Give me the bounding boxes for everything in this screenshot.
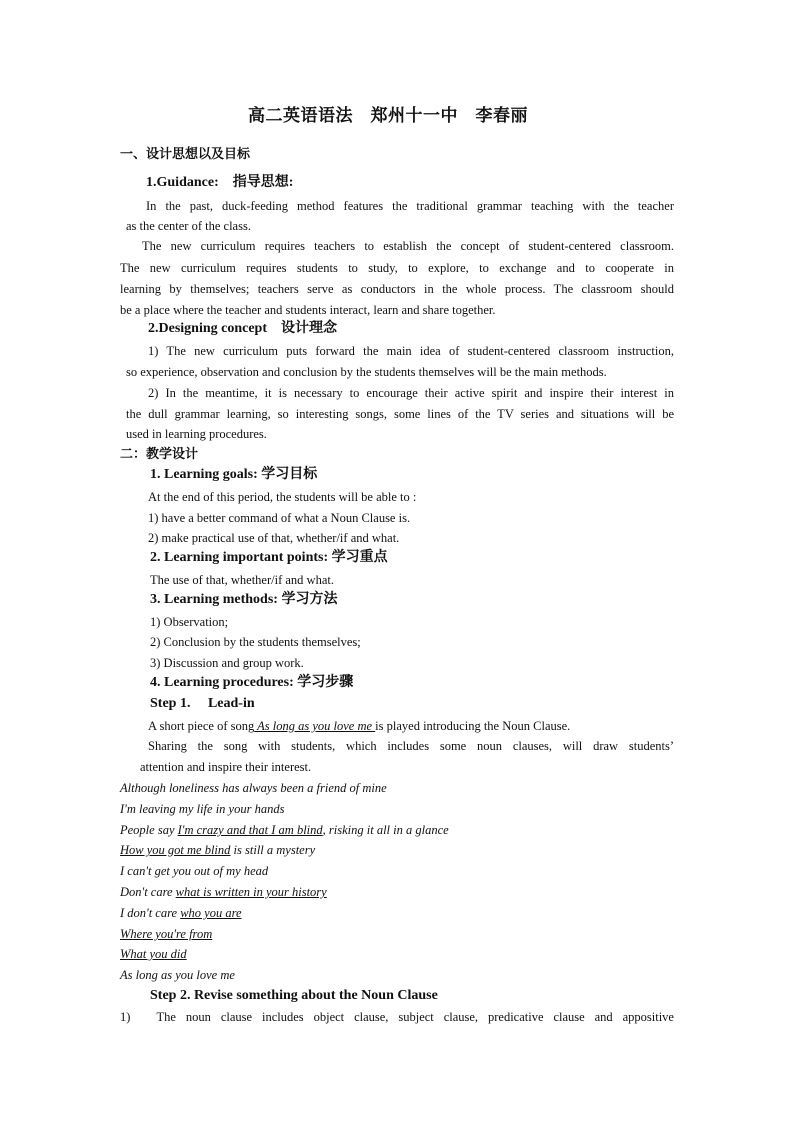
- step-1-line-1-pre: A short piece of song: [148, 719, 255, 733]
- important-points-text: The use of that, whether/if and what.: [150, 573, 334, 587]
- step-2-heading: Step 2. Revise something about the Noun Clause: [150, 988, 438, 1003]
- lyric-line-3-post: , risking it all in a glance: [322, 823, 449, 837]
- learning-goals-heading: 1. Learning goals: 学习目标: [150, 467, 318, 482]
- document-title: 高二英语语法 郑州十一中 李春丽: [248, 106, 528, 125]
- step-2-line-1: 1) The noun clause includes object clause, subject clause, predicative clause and appositive: [120, 1010, 674, 1024]
- lyric-line-8: Where you're from: [120, 927, 213, 941]
- learning-goals-intro: At the end of this period, the students will be able to :: [148, 490, 417, 504]
- guidance-paragraph-1-line-1: In the past, duck-feeding method features the traditional grammar teaching with the teacher: [146, 199, 674, 213]
- lyric-line-6: [120, 884, 327, 900]
- guidance-paragraph-2-line-4: be a place where the teacher and students interact, learn and share together.: [120, 303, 496, 317]
- learning-goal-2: 2) make practical use of that, whether/if and what.: [148, 531, 400, 545]
- lyric-line-10: As long as you love me: [120, 968, 235, 982]
- learning-goal-1: 1) have a better command of what a Noun Clause is.: [148, 511, 411, 525]
- designing-concept-heading: 2.Designing concept 设计理念: [148, 321, 337, 336]
- step-1-heading: Step 1. Lead-in: [150, 696, 255, 711]
- lyric-line-4-clause: How you got me blind: [120, 843, 231, 857]
- concept-paragraph-1-line-1: 1) The new curriculum puts forward the main idea of student-centered classroom instruction,: [148, 344, 674, 358]
- guidance-paragraph-2-line-3: learning by themselves; teachers serve as conductors in the whole process. The classroom should: [120, 282, 674, 296]
- important-points-heading: 2. Learning important points: 学习重点: [150, 550, 388, 565]
- lyric-line-2: I'm leaving my life in your hands: [120, 802, 285, 816]
- step-1-line-1: [148, 718, 570, 734]
- lyric-line-5: I can't get you out of my head: [120, 864, 269, 878]
- guidance-paragraph-2-line-1: The new curriculum requires teachers to establish the concept of student-centered classroom.: [142, 239, 674, 253]
- song-title: As long as you love me: [254, 719, 376, 733]
- guidance-paragraph-2-line-2: The new curriculum requires students to study, to explore, to exchange and to cooperate in: [120, 261, 674, 275]
- concept-paragraph-2-line-3: used in learning procedures.: [126, 427, 267, 441]
- lyric-line-6-clause: what is written in your history: [175, 885, 327, 899]
- section-heading-teaching-design: 二：教学设计: [120, 446, 199, 461]
- lyric-line-6-pre: Don't care: [120, 885, 176, 899]
- lyric-line-3-clause: I'm crazy and that I am blind: [177, 823, 323, 837]
- lyric-line-4: [120, 842, 315, 858]
- guidance-heading: 1.Guidance: 指导思想:: [146, 175, 294, 190]
- lyric-line-3-pre: People say: [120, 823, 178, 837]
- concept-paragraph-2-line-1: 2) In the meantime, it is necessary to encourage their active spirit and inspire their interest in: [148, 386, 674, 400]
- lyric-line-4-post: is still a mystery: [230, 843, 316, 857]
- learning-method-2: 2) Conclusion by the students themselves;: [150, 635, 361, 649]
- lyric-line-7-pre: I don't care: [120, 906, 181, 920]
- learning-procedures-heading: 4. Learning procedures: 学习步骤: [150, 675, 354, 690]
- concept-paragraph-1-line-2: so experience, observation and conclusion by the students themselves will be the main methods.: [126, 365, 607, 379]
- guidance-paragraph-1-line-2: as the center of the class.: [126, 219, 251, 233]
- lyric-line-9: What you did: [120, 947, 187, 961]
- learning-method-3: 3) Discussion and group work.: [150, 656, 304, 670]
- learning-methods-heading: 3. Learning methods: 学习方法: [150, 592, 338, 607]
- section-heading-design: 一、设计思想以及目标: [120, 146, 251, 161]
- lyric-line-7: [120, 905, 242, 921]
- step-1-line-2: Sharing the song with students, which includes some noun clauses, will draw students’: [148, 739, 674, 753]
- step-1-line-3: attention and inspire their interest.: [140, 760, 312, 774]
- step-1-line-1-post: is played introducing the Noun Clause.: [375, 719, 571, 733]
- lyric-line-3: [120, 822, 449, 838]
- lyric-line-1: Although loneliness has always been a friend of mine: [120, 781, 387, 795]
- concept-paragraph-2-line-2: the dull grammar learning, so interesting songs, some lines of the TV series and situations will be: [126, 407, 674, 421]
- lyric-line-7-clause: who you are: [180, 906, 242, 920]
- learning-method-1: 1) Observation;: [150, 615, 229, 629]
